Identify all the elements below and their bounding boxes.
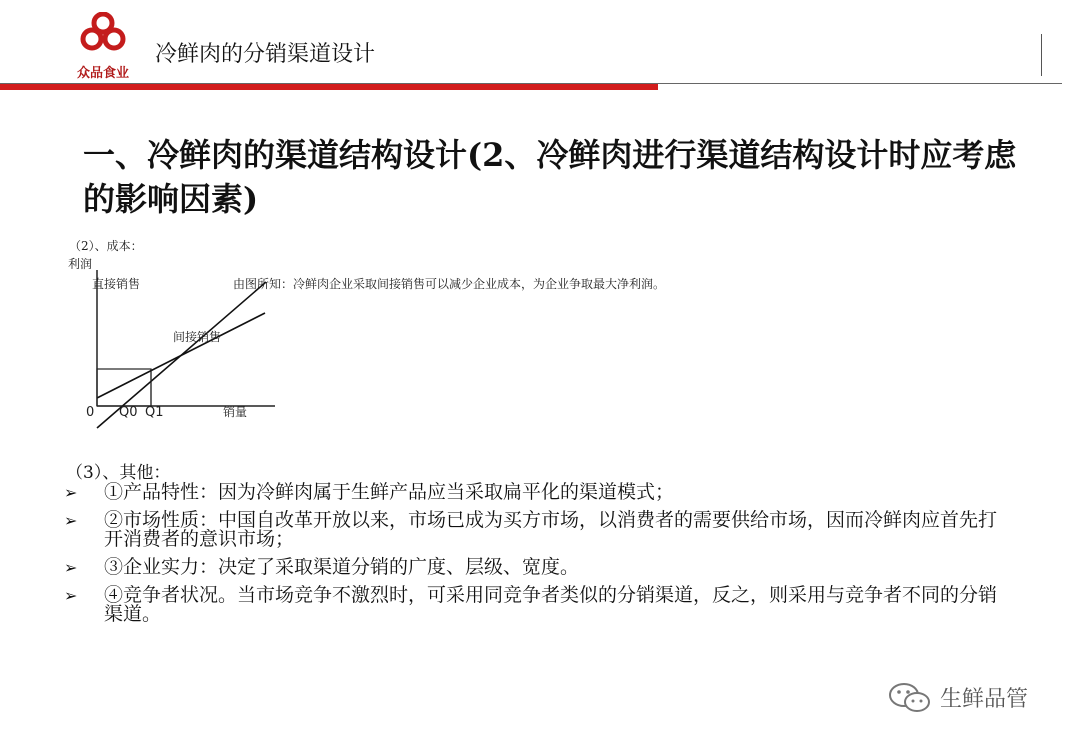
header-divider: [1041, 34, 1042, 76]
q1-label: Q1: [145, 405, 164, 420]
indirect-sales-label: 间接销售: [173, 330, 222, 344]
list-item: [64, 558, 1014, 577]
watermark-text: 生鲜品管: [940, 687, 1029, 712]
slide-title: 一、冷鲜肉的渠道结构设计(2、冷鲜肉进行渠道结构设计时应考虑的影响因素): [83, 136, 1017, 218]
list-item-text: ②市场性质：中国自改革开放以来，市场已成为买方市场，以消费者的需要供给市场，因而冷鲜肉应首先打开消费者的意识市场；: [104, 509, 998, 550]
origin-label: 0: [86, 405, 95, 420]
indirect-sales-line: [97, 313, 265, 398]
logo-text: 众品食业: [76, 66, 129, 81]
header-accent-bar: [0, 84, 658, 90]
bullet-arrow-icon: ➢: [64, 511, 78, 530]
list-item: [64, 511, 1014, 549]
x-axis-label: 销量: [223, 405, 248, 419]
list-item-text: ③企业实力：决定了采取渠道分销的广度、层级、宽度。: [104, 556, 580, 578]
chart-y-label: 利润: [68, 257, 93, 271]
bullet-arrow-icon: ➢: [64, 586, 78, 605]
list-item-text: ①产品特性：因为冷鲜肉属于生鲜产品应当采取扁平化的渠道模式；: [104, 481, 675, 503]
cost-chart: [60, 236, 820, 436]
chart-note: 由图所知：冷鲜肉企业采取间接销售可以减少企业成本，为企业争取最大净利润。: [233, 277, 666, 291]
logo-emblem-icon: [80, 12, 126, 54]
wechat-icon: [888, 682, 932, 714]
company-logo: [68, 12, 138, 82]
bullet-arrow-icon: ➢: [64, 483, 78, 502]
bullet-arrow-icon: ➢: [64, 558, 78, 577]
q0-label: Q0: [119, 405, 138, 420]
header-title: 冷鲜肉的分销渠道设计: [155, 42, 376, 67]
slide-header: [0, 0, 1080, 92]
direct-sales-label: 直接销售: [92, 277, 141, 291]
list-item: [64, 483, 1014, 502]
chart-section-label: （2）、成本：: [69, 239, 143, 253]
factor-list: [64, 483, 1014, 633]
section3-label: （3）、其他：: [66, 463, 171, 483]
list-item-text: ④竞争者状况。当市场竞争不激烈时，可采用同竞争者类似的分销渠道，反之，则采用与竞争者不同的分销渠道。: [104, 584, 998, 625]
list-item: [64, 586, 1014, 624]
